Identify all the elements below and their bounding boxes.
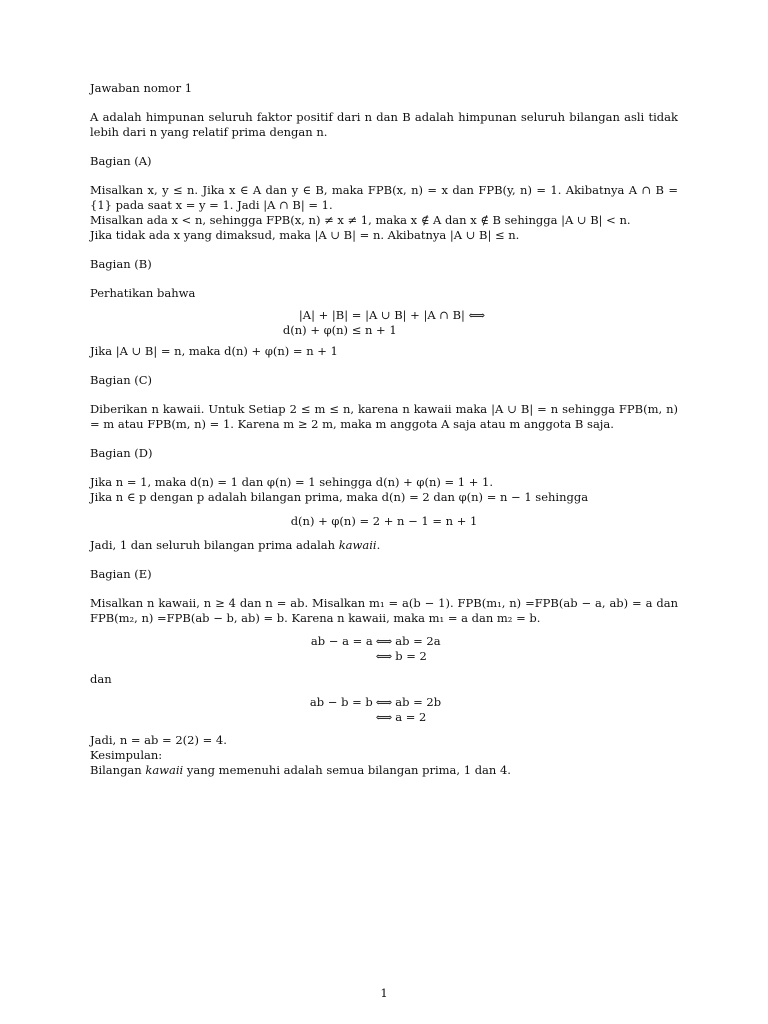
section-b-paragraph-2: Jika |A ∪ B| = n, maka d(n) + φ(n) = n + 1 bbox=[90, 344, 338, 358]
section-d-title: Bagian (D) bbox=[90, 446, 153, 460]
section-d-paragraph-1: Jika n = 1, maka d(n) = 1 dan φ(n) = 1 sehingga d(n) + φ(n) = 1 + 1. bbox=[90, 475, 494, 489]
section-e-equation-block-b: ab − b = b ⟺ ab = 2b ⟺ a = 2 bbox=[309, 695, 442, 724]
section-b-equation-1: |A| + |B| = |A ∪ B| + |A ∩ B| ⟺ bbox=[298, 308, 486, 322]
section-d-paragraph-2: Jika n ∈ p dengan p adalah bilangan prima, maka d(n) = 2 dan φ(n) = n − 1 sehingga bbox=[90, 490, 589, 504]
section-a-title: Bagian (A) bbox=[90, 154, 152, 168]
section-e-paragraph-2: Jadi, n = ab = 2(2) = 4. bbox=[90, 733, 227, 747]
section-d-equation: d(n) + φ(n) = 2 + n − 1 = n + 1 bbox=[290, 514, 478, 528]
section-b-paragraph-1: Perhatikan bahwa bbox=[90, 286, 196, 300]
section-e-dan: dan bbox=[90, 672, 112, 686]
section-d-paragraph-3: Jadi, 1 dan seluruh bilangan prima adalah kawaii. bbox=[90, 538, 381, 552]
section-c-title: Bagian (C) bbox=[90, 373, 153, 387]
section-b-equation-block bbox=[90, 308, 678, 338]
section-c-paragraph-1: Diberikan n kawaii. Untuk Setiap 2 ≤ m ≤ n, karena n kawaii maka |A ∪ B| = n sehingga FPB(m, n) = m atau FPB(m, n) = 1. Karena m ≥ 2 m, maka m anggota A saja atau m anggota B saja. bbox=[90, 402, 678, 431]
section-e-title: Bagian (E) bbox=[90, 567, 152, 581]
document-body bbox=[90, 81, 678, 778]
section-a-paragraph-2: Misalkan ada x < n, sehingga FPB(x, n) ≠ x ≠ 1, maka x ∉ A dan x ∉ B sehingga |A ∪ B| < n. bbox=[90, 213, 631, 227]
section-e-equation-block-a: ab − a = a ⟺ ab = 2a ⟺ b = 2 bbox=[310, 634, 441, 663]
page-number: 1 bbox=[380, 986, 388, 1000]
section-a-paragraph-3: Jika tidak ada x yang dimaksud, maka |A ∪ B| = n. Akibatnya |A ∪ B| ≤ n. bbox=[90, 228, 520, 242]
section-e-paragraph-1: Misalkan n kawaii, n ≥ 4 dan n = ab. Misalkan m₁ = a(b − 1). FPB(m₁, n) =FPB(ab − a, ab) = a dan FPB(m₂, n) =FPB(ab − b, ab) = b. Karena n kawaii, maka m₁ = a dan m₂ = b. bbox=[90, 596, 678, 625]
section-e-paragraph-3: Kesimpulan: bbox=[90, 748, 163, 762]
section-b-equation-2: d(n) + φ(n) ≤ n + 1 bbox=[282, 323, 397, 337]
answer-heading: Jawaban nomor 1 bbox=[90, 81, 193, 95]
intro-paragraph: A adalah himpunan seluruh faktor positif dari n dan B adalah himpunan seluruh bilangan asli tidak lebih dari n yang relatif prima dengan n. bbox=[90, 110, 678, 139]
section-a-paragraph-1: Misalkan x, y ≤ n. Jika x ∈ A dan y ∈ B, maka FPB(x, n) = x dan FPB(y, n) = 1. Akibatnya A ∩ B = {1} pada saat x = y = 1. Jadi |A ∩ B| = 1. bbox=[90, 183, 678, 212]
section-e-paragraph-4: Bilangan kawaii yang memenuhi adalah semua bilangan prima, 1 dan 4. bbox=[90, 763, 511, 777]
section-b-title: Bagian (B) bbox=[90, 257, 152, 271]
